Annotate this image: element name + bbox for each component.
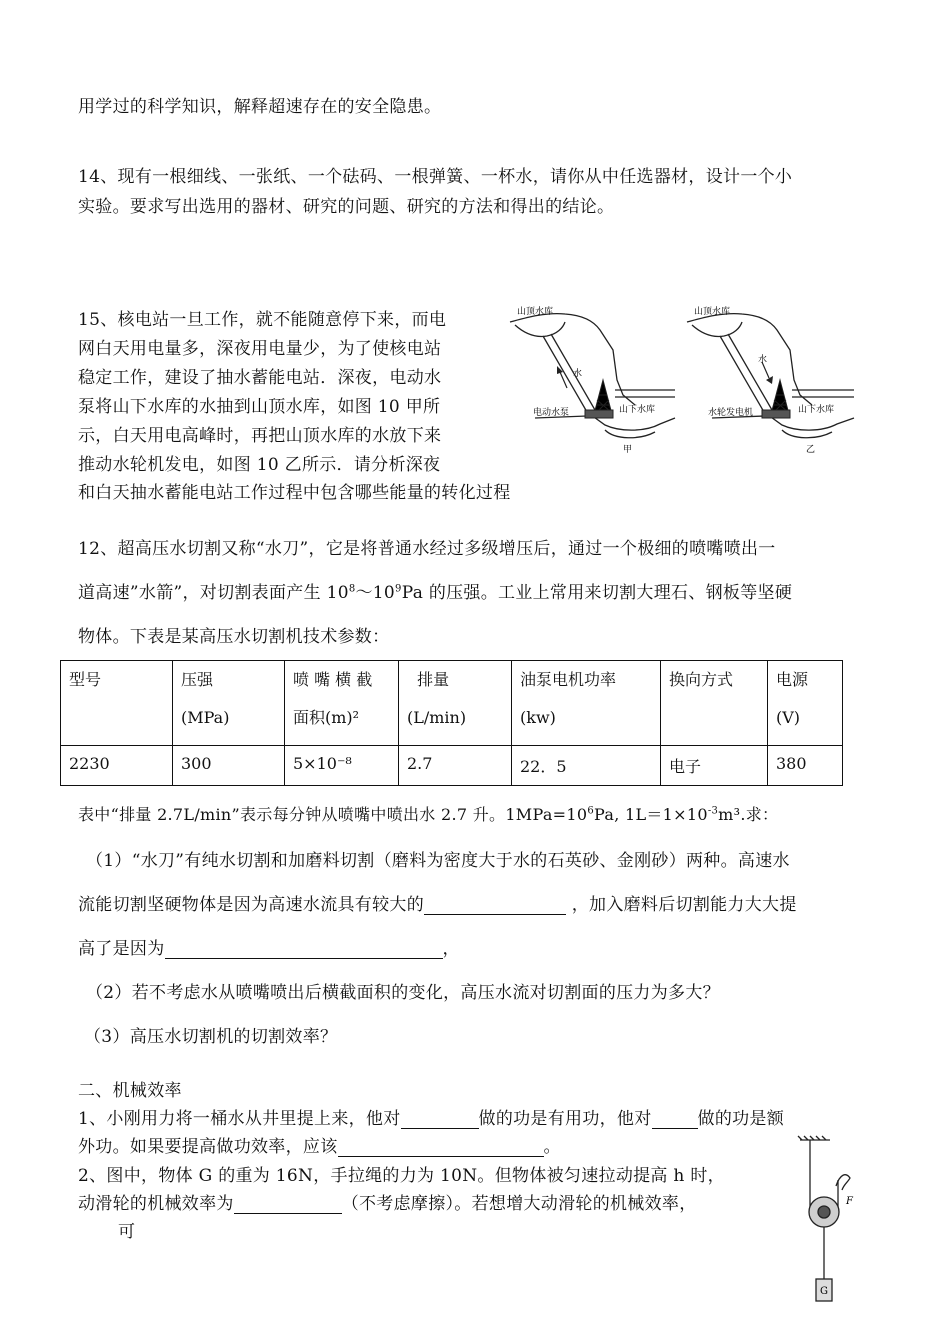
- answer-blank[interactable]: [401, 1110, 479, 1129]
- section-2-question-2-line-1: 2、图中，物体 G 的重为 16N，手拉绳的力为 10N。但物体被匀速拉动提高 h 时，: [78, 1166, 725, 1186]
- table-cell: 22．5: [512, 746, 661, 786]
- table-cell: 2.7: [399, 746, 512, 786]
- specs-table: [60, 660, 843, 786]
- section-2-question-2-line-2: 动滑轮的机械效率为 （不考虑摩擦）。若想增大动滑轮的机械效率，: [78, 1194, 697, 1214]
- figure-yi-top-label: 山顶水库: [694, 307, 731, 317]
- question-15-line: 网白天用电量多，深夜用电量少，为了使核电站: [78, 339, 442, 359]
- question-15-line: 15、核电站一旦工作，就不能随意停下来，而电: [78, 310, 447, 330]
- figure-yi-water-label: 水: [758, 355, 768, 365]
- table-header-cell: 型号: [61, 661, 173, 746]
- question-15-line: 推动水轮机发电，如图 10 乙所示．请分析深夜: [78, 455, 441, 475]
- question-15-line: 和白天抽水蓄能电站工作过程中包含哪些能量的转化过程: [78, 483, 511, 503]
- question-15-line: 示，白天用电高峰时，再把山顶水库的水放下来: [78, 426, 442, 446]
- table-cell: 300: [173, 746, 285, 786]
- table-header-cell: 压强 (MPa): [173, 661, 285, 746]
- question-14-line-2: 实验。要求写出选用的器材、研究的问题、研究的方法和得出的结论。: [78, 197, 615, 217]
- table-note: 表中“排量 2.7L/min”表示每分钟从喷嘴中喷出水 2.7 升。$1MPa=10^6Pa$, $1L=1\times 10^{-3}m^3$.求：: [78, 805, 779, 824]
- section-2-question-2-line-3: 可: [118, 1222, 136, 1242]
- section-2-title: 二、机械效率: [78, 1081, 182, 1101]
- figure-yi-caption: 乙: [806, 445, 816, 455]
- question-13-tail: 用学过的科学知识，解释超速存在的安全隐患。: [78, 97, 442, 117]
- question-12-part-2: （2）若不考虑水从喷嘴喷出后横截面积的变化，高压水流对切割面的压力为多大？: [86, 983, 720, 1003]
- question-12-part-1-line-1: （1）“水刀”有纯水切割和加磨料切割（磨料为密度大于水的石英砂、金刚砂）两种。高速水: [86, 851, 790, 871]
- table-cell: 电子: [661, 746, 768, 786]
- table-header-cell: 电源 (V): [768, 661, 843, 746]
- section-2-question-1-line-1: 1、小刚用力将一桶水从井里提上来，他对 做的功是有用功，他对 做的功是额: [78, 1109, 785, 1129]
- table-header-cell: 排量 (L/min): [399, 661, 512, 746]
- table-header-row: [61, 661, 843, 746]
- question-12-part-1-line-3: 高了是因为 ，: [78, 939, 460, 959]
- answer-blank[interactable]: [234, 1195, 342, 1214]
- answer-blank[interactable]: [652, 1110, 698, 1129]
- table-cell: 380: [768, 746, 843, 786]
- question-15-line: 稳定工作，建设了抽水蓄能电站．深夜，电动水: [78, 368, 442, 388]
- pulley-force-label: F: [846, 1196, 853, 1207]
- pulley-figure: [790, 1134, 860, 1338]
- question-12-line-3: 物体。下表是某高压水切割机技术参数：: [78, 627, 390, 647]
- figure-jia-caption: 甲: [623, 445, 633, 455]
- pulley-weight-label: G: [820, 1286, 828, 1297]
- question-15-line: 泵将山下水库的水抽到山顶水库，如图 10 甲所: [78, 397, 441, 417]
- figure-jia-machine-label: 电动水泵: [533, 408, 570, 418]
- question-14-line-1: 14、现有一根细线、一张纸、一个砝码、一根弹簧、一杯水，请你从中任选器材，设计一个小: [78, 167, 793, 187]
- figure-jia-top-label: 山顶水库: [517, 307, 554, 317]
- figure-jia-bottom-label: 山下水库: [619, 405, 656, 415]
- table-cell: 5×10⁻⁸: [285, 746, 399, 786]
- figure-yi-bottom-label: 山下水库: [798, 405, 835, 415]
- answer-blank[interactable]: [338, 1138, 544, 1157]
- table-row: [61, 746, 843, 786]
- figure-jia-water-label: 水: [573, 369, 583, 379]
- answer-blank[interactable]: [424, 896, 566, 915]
- pumped-storage-figure-jia: [505, 300, 680, 460]
- table-header-cell: 换向方式: [661, 661, 768, 746]
- pumped-storage-figure-yi: [682, 300, 862, 460]
- question-12-part-1-line-2: 流能切割坚硬物体是因为高速水流具有较大的 ，加入磨料后切割能力大大提: [78, 895, 797, 915]
- table-header-cell: 油泵电机功率 (kw): [512, 661, 661, 746]
- table-cell: 2230: [61, 746, 173, 786]
- table-header-cell: 喷 嘴 横 截 面积(m)²: [285, 661, 399, 746]
- answer-blank[interactable]: [165, 940, 443, 959]
- section-2-question-1-line-2: 外功。如果要提高做功效率，应该 。: [78, 1137, 561, 1157]
- question-12-line-2: 道高速”水箭”，对切割表面产生 $10^8\sim 10^9Pa$ 的压强。工业上常用来切割大理石、钢板等坚硬: [78, 583, 793, 603]
- question-12-line-1: 12、超高压水切割又称“水刀”，它是将普通水经过多级增压后，通过一个极细的喷嘴喷出一: [78, 539, 776, 559]
- figure-yi-machine-label: 水轮发电机: [708, 408, 754, 418]
- question-12-part-3: （3）高压水切割机的切割效率？: [84, 1027, 338, 1047]
